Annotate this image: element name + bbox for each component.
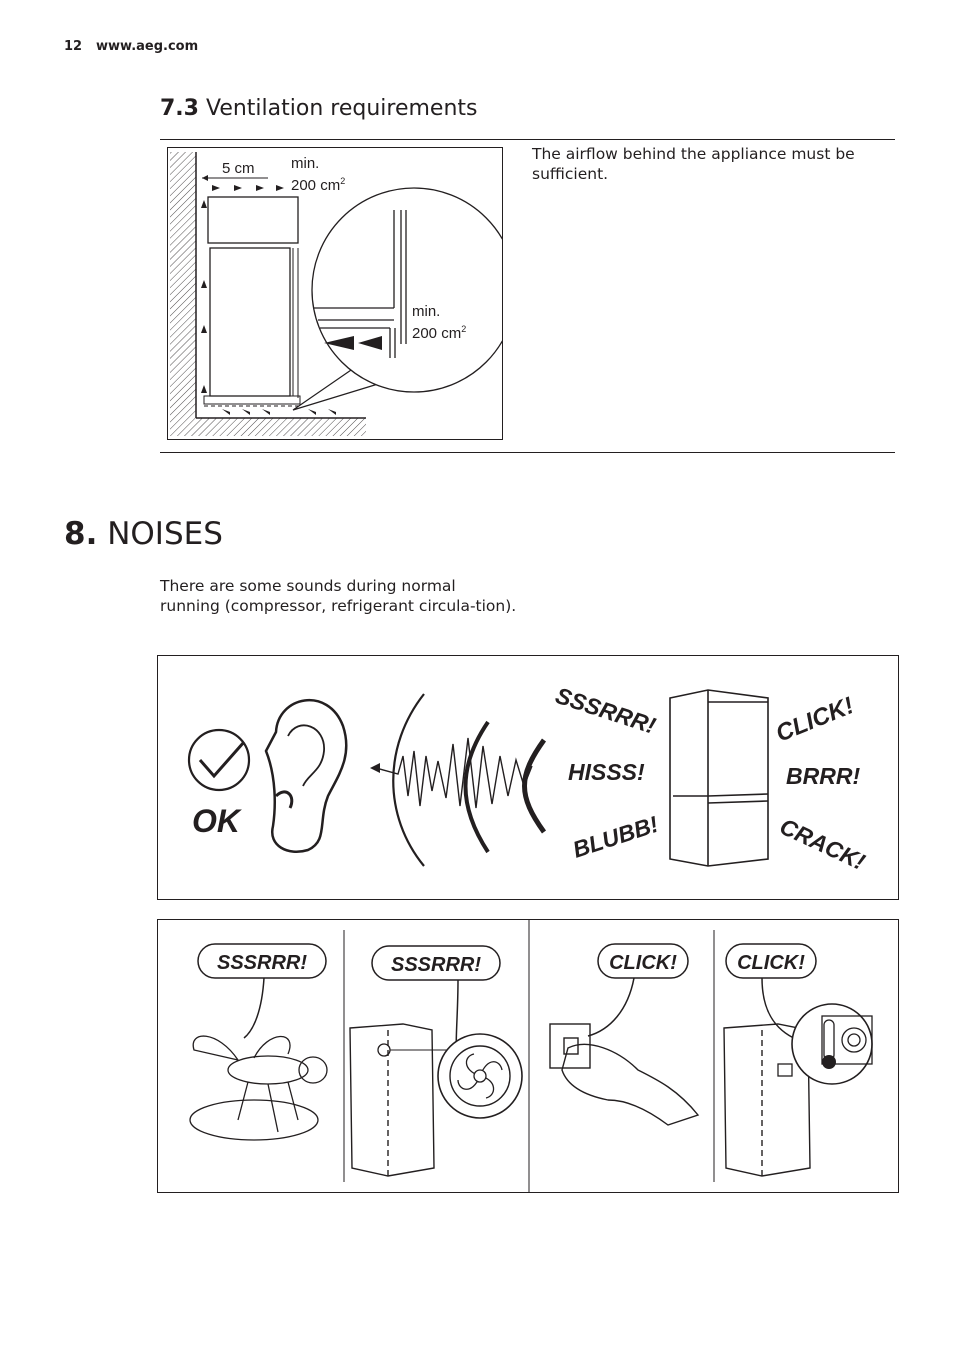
- noise-sources-figure: [157, 919, 899, 1193]
- bubble-2-text: SSSRRR!: [390, 954, 482, 976]
- appliance-outline: [210, 248, 290, 396]
- airflow-arrows-bottom: [222, 409, 336, 415]
- sound-wave-icon: [393, 694, 424, 866]
- wall-hatch: [170, 152, 196, 436]
- ok-label: OK: [192, 803, 240, 839]
- chapter-number: 8.: [64, 516, 98, 552]
- sound-click: CLICK!: [772, 692, 858, 748]
- ventilation-diagram: [168, 148, 502, 439]
- section-number: 7.3: [160, 96, 199, 121]
- switch-icon: [550, 1024, 590, 1068]
- hand-icon: [562, 1044, 698, 1125]
- section-top-rule: [160, 139, 895, 140]
- page-number: 12: [64, 39, 83, 54]
- cabinet-icon: [350, 1024, 434, 1176]
- sound-brrr: BRRR!: [786, 763, 861, 789]
- section-heading: [160, 96, 477, 121]
- ventilation-figure: [167, 147, 503, 440]
- bubble-3-text: CLICK!: [609, 952, 677, 974]
- noise-sources-illustration: [158, 920, 898, 1192]
- zoom-min-label: min.: [412, 303, 441, 320]
- chapter-title: NOISES: [107, 516, 223, 552]
- sound-sssrrr: SSSRRR!: [552, 682, 659, 739]
- noises-illustration: [158, 656, 898, 899]
- ventilation-text: The airflow behind the appliance must be sufficient.: [532, 145, 855, 183]
- sound-hisss: HISSS!: [568, 759, 645, 785]
- ear-icon: [266, 700, 346, 852]
- area-label: 200 $cm^2$: [291, 176, 346, 194]
- floor-hatch: [196, 418, 366, 436]
- min-label: min.: [291, 155, 320, 172]
- sound-zigzag: [376, 738, 532, 808]
- website-url: www.aeg.com: [96, 39, 199, 54]
- airflow-arrows-up: [201, 200, 207, 393]
- gap-label: 5 cm: [222, 160, 255, 177]
- check-mark-icon: [200, 742, 244, 776]
- bubble-1-text: SSSRRR!: [216, 952, 308, 974]
- noises-intro: There are some sounds during normal running (compressor, refrigerant circula-tion).: [160, 577, 517, 615]
- chapter-heading: [64, 516, 223, 552]
- section-bottom-rule: [160, 452, 895, 453]
- airflow-arrows-top: [212, 185, 284, 191]
- noises-figure: [157, 655, 899, 900]
- sound-crack: CRACK!: [775, 812, 870, 875]
- zoom-circle: [312, 188, 502, 392]
- section-title: Ventilation requirements: [205, 96, 478, 121]
- zoom-area-label: 200 $cm^2$: [412, 324, 467, 342]
- check-circle-icon: [189, 730, 249, 790]
- bubble-4-text: CLICK!: [737, 952, 805, 974]
- fly-icon: [190, 1036, 327, 1140]
- sound-blubb: BLUBB!: [569, 810, 662, 863]
- fridge-icon: [670, 690, 768, 866]
- upper-cabinet: [208, 197, 298, 243]
